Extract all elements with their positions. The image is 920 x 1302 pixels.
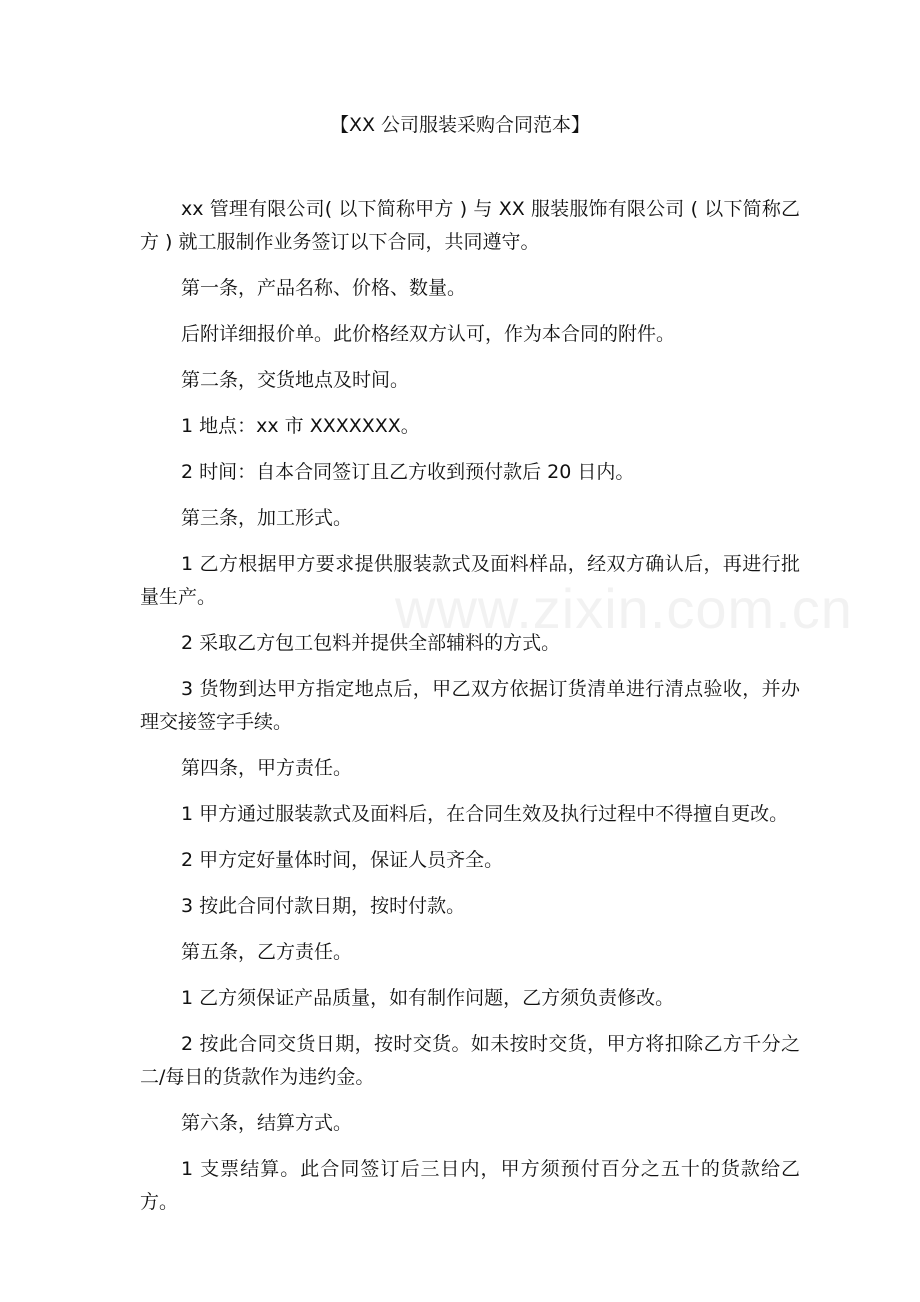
paragraph-article-2-item-1: 1 地点：xx 市 XXXXXXX。 <box>181 415 420 437</box>
document-title: 【XX 公司服装采购合同范本】 <box>329 114 591 136</box>
paragraph-article-3-item-2: 2 采取乙方包工包料并提供全部辅料的方式。 <box>181 632 561 654</box>
watermark-text: www.zixin.com.cn <box>395 577 853 640</box>
paragraph-intro: xx 管理有限公司( 以下简称甲方 ) 与 XX 服装服饰有限公司 ( 以下简称乙方 ) 就工服制作业务签订以下合同，共同遵守。 <box>140 198 800 253</box>
paragraph-article-5-heading: 第五条，乙方责任。 <box>181 941 353 963</box>
paragraph-article-2-heading: 第二条，交货地点及时间。 <box>181 369 410 391</box>
paragraph-article-4-item-1: 1 甲方通过服装款式及面料后，在合同生效及执行过程中不得擅自更改。 <box>181 803 789 825</box>
paragraph-article-1-heading: 第一条，产品名称、价格、数量。 <box>181 277 467 299</box>
paragraph-article-6-item-1: 1 支票结算。此合同签订后三日内，甲方须预付百分之五十的货款给乙方。 <box>140 1158 800 1213</box>
paragraph-article-4-item-3: 3 按此合同付款日期，按时付款。 <box>181 895 466 917</box>
paragraph-article-4-item-2: 2 甲方定好量体时间，保证人员齐全。 <box>181 849 504 871</box>
paragraph-article-6-heading: 第六条，结算方式。 <box>181 1112 353 1134</box>
paragraph-article-3-item-3: 3 货物到达甲方指定地点后，甲乙双方依据订货清单进行清点验收，并办理交接签字手续。 <box>140 678 800 733</box>
paragraph-article-5-item-2: 2 按此合同交货日期，按时交货。如未按时交货，甲方将扣除乙方千分之二/每日的货款作为违约金。 <box>140 1033 800 1088</box>
paragraph-article-3-item-1: 1 乙方根据甲方要求提供服装款式及面料样品，经双方确认后，再进行批量生产。 <box>140 553 800 608</box>
paragraph-article-3-heading: 第三条，加工形式。 <box>181 507 353 529</box>
document-body <box>140 193 800 1232</box>
paragraph-article-4-heading: 第四条，甲方责任。 <box>181 757 353 779</box>
paragraph-article-2-item-2: 2 时间：自本合同签订且乙方收到预付款后 20 日内。 <box>181 461 635 483</box>
paragraph-article-5-item-1: 1 乙方须保证产品质量，如有制作问题，乙方须负责修改。 <box>181 987 675 1009</box>
paragraph-article-1-text: 后附详细报价单。此价格经双方认可，作为本合同的附件。 <box>181 323 676 345</box>
